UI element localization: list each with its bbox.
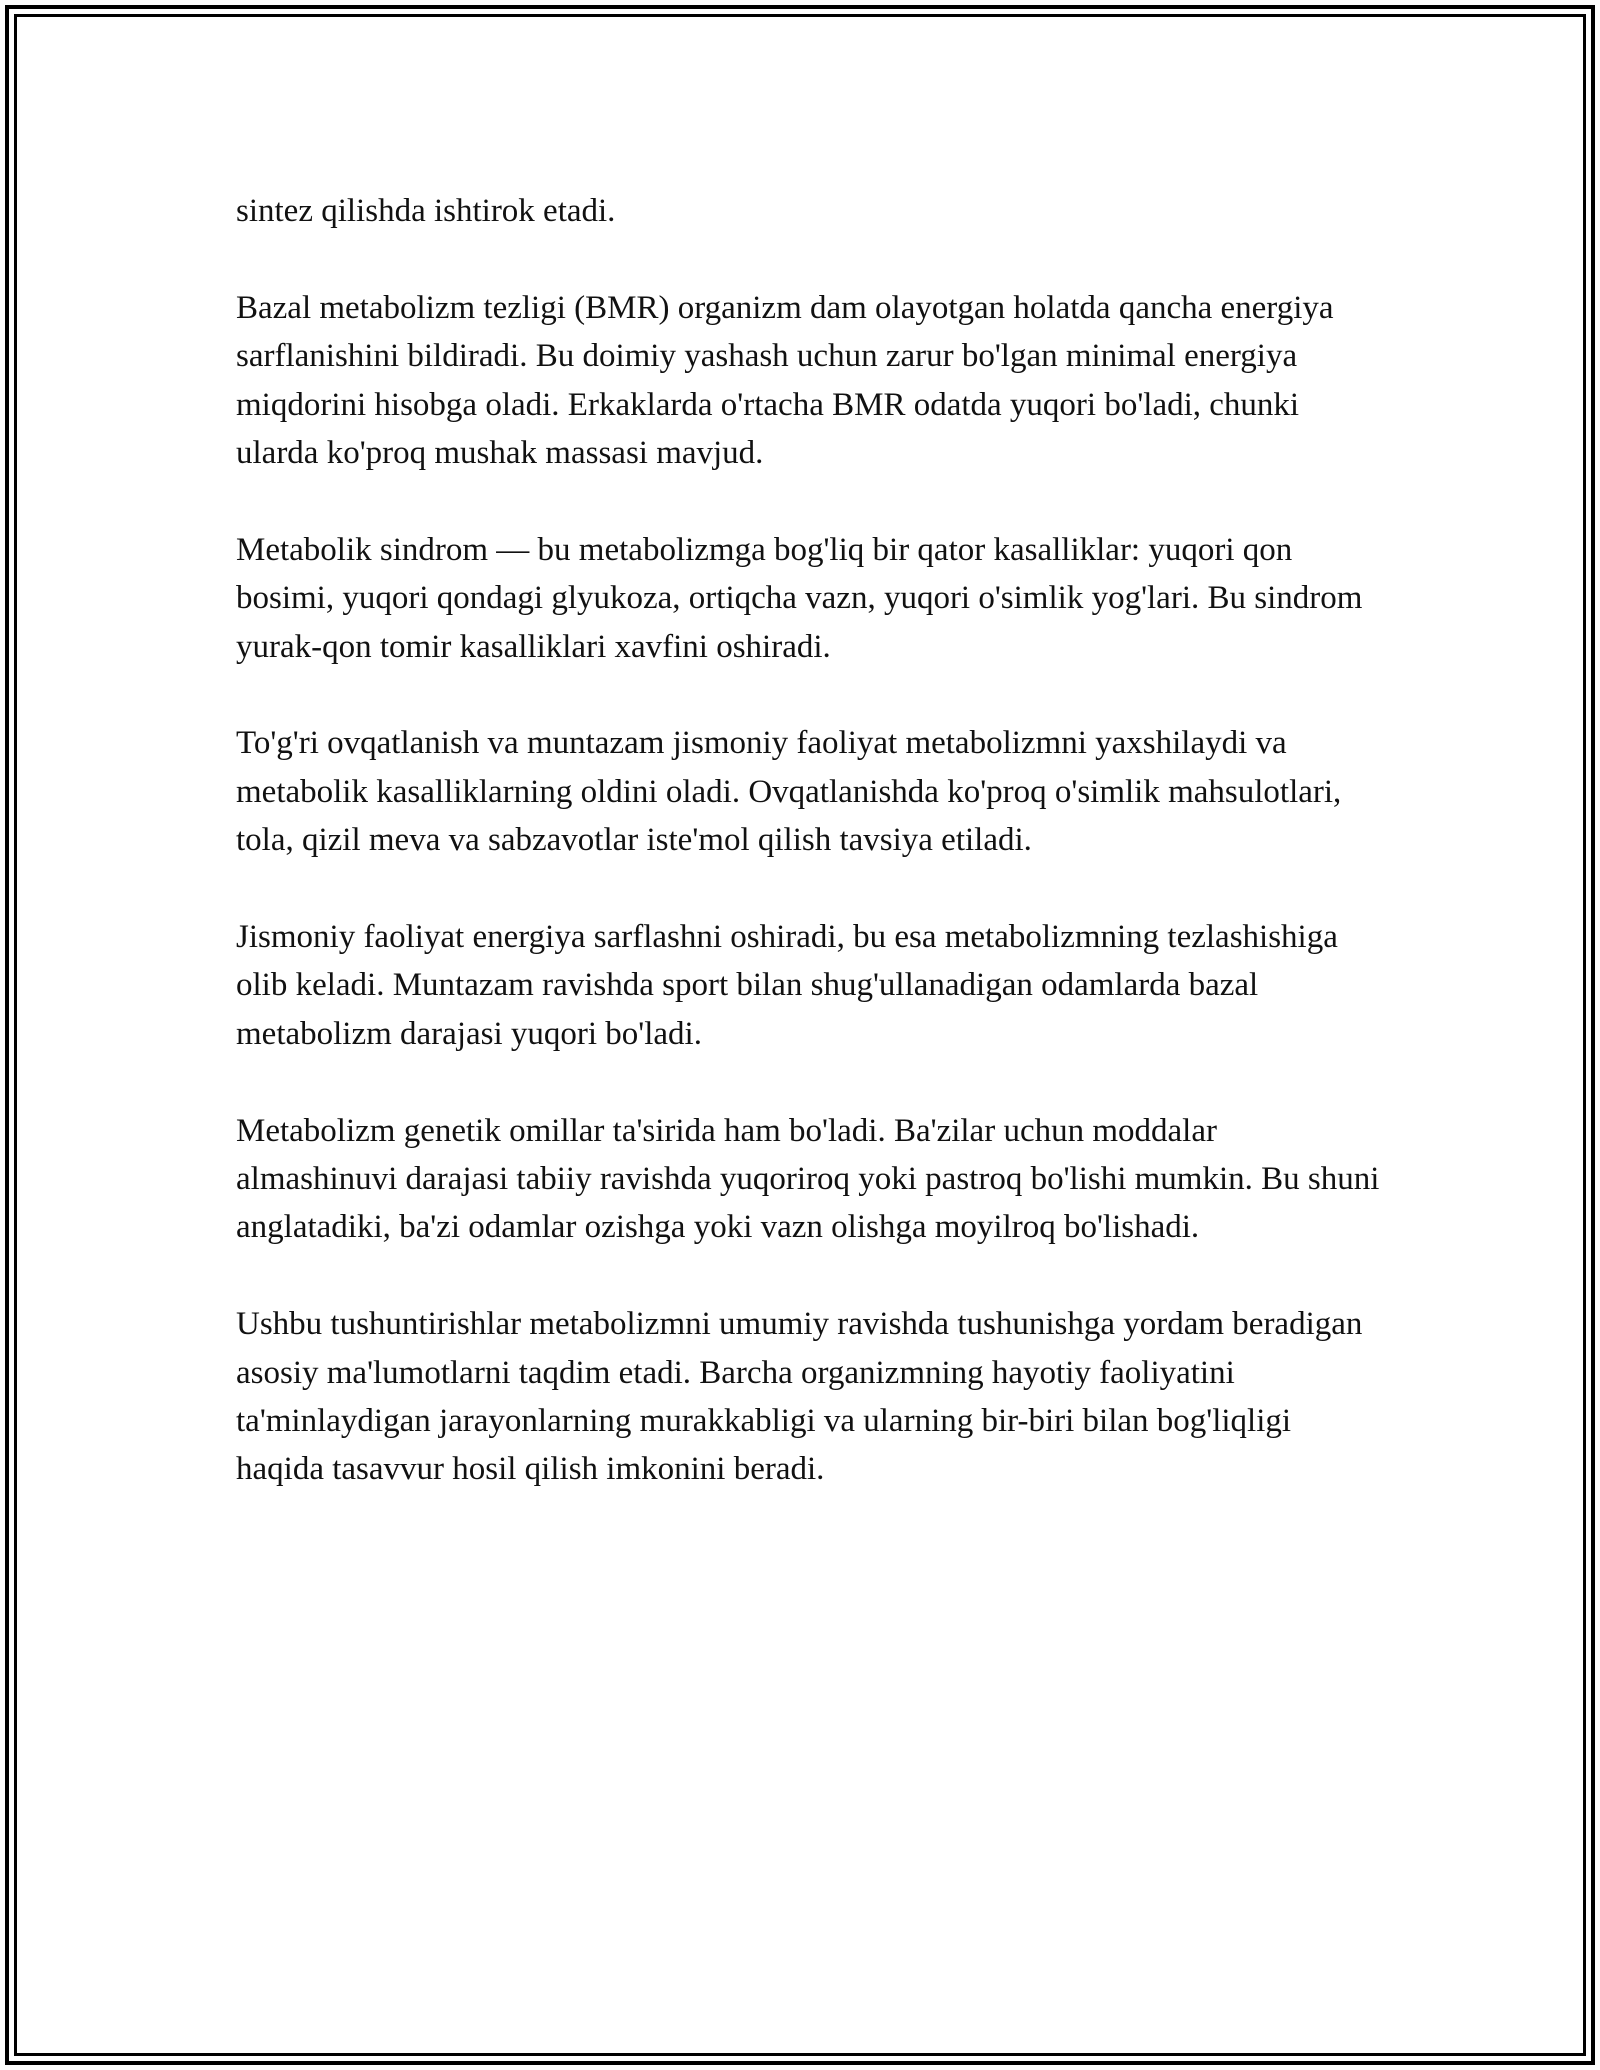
- paragraph: To'g'ri ovqatlanish va muntazam jismoniy faoliyat metabolizmni yaxshilaydi va metabolik kasalliklarning oldini oladi. Ovqatlanishda ko'proq o'simlik mahsulotlari, tola, qizil meva va sabzavotlar iste'mol qilish tavsiya etiladi.: [236, 725, 1342, 859]
- paragraph: Metabolizm genetik omillar ta'sirida ham bo'ladi. Ba'zilar uchun moddalar almashinuvi darajasi tabiiy ravishda yuqoriroq yoki pastroq bo'lishi mumkin. Bu shuni anglatadiki, ba'zi odamlar ozishga yoki vazn olishga moyilroq bo'lishadi.: [236, 1112, 1380, 1246]
- paragraph: Ushbu tushuntirishlar metabolizmni umumiy ravishda tushunishga yordam beradigan asosiy ma'lumotlarni taqdim etadi. Barcha organizmning hayotiy faoliyatini ta'minlaydigan jarayonlarning murakkabligi va ularning bir-biri bilan bog'liqligi haqida tasavvur hosil qilish imkonini beradi.: [236, 1306, 1363, 1488]
- paragraph: sintez qilishda ishtirok etadi.: [236, 193, 616, 229]
- paragraph: Metabolik sindrom — bu metabolizmga bog'liq bir qator kasalliklar: yuqori qon bosimi, yuqori qondagi glyukoza, ortiqcha vazn, yuqori o'simlik yog'lari. Bu sindrom yurak-qon tomir kasalliklari xavfini oshiradi.: [236, 531, 1363, 665]
- document-body: [236, 187, 1386, 1494]
- paragraph: Jismoniy faoliyat energiya sarflashni oshiradi, bu esa metabolizmning tezlashishiga olib keladi. Muntazam ravishda sport bilan shug'ullanadigan odamlarda bazal metabolizm darajasi yuqori bo'ladi.: [236, 919, 1338, 1052]
- paragraph: Bazal metabolizm tezligi (BMR) organizm dam olayotgan holatda qancha energiya sarflanishini bildiradi. Bu doimiy yashash uchun zarur bo'lgan minimal energiya miqdorini hisobga oladi. Erkaklarda o'rtacha BMR odatda yuqori bo'ladi, chunki ularda ko'proq mushak massasi mavjud.: [236, 289, 1334, 472]
